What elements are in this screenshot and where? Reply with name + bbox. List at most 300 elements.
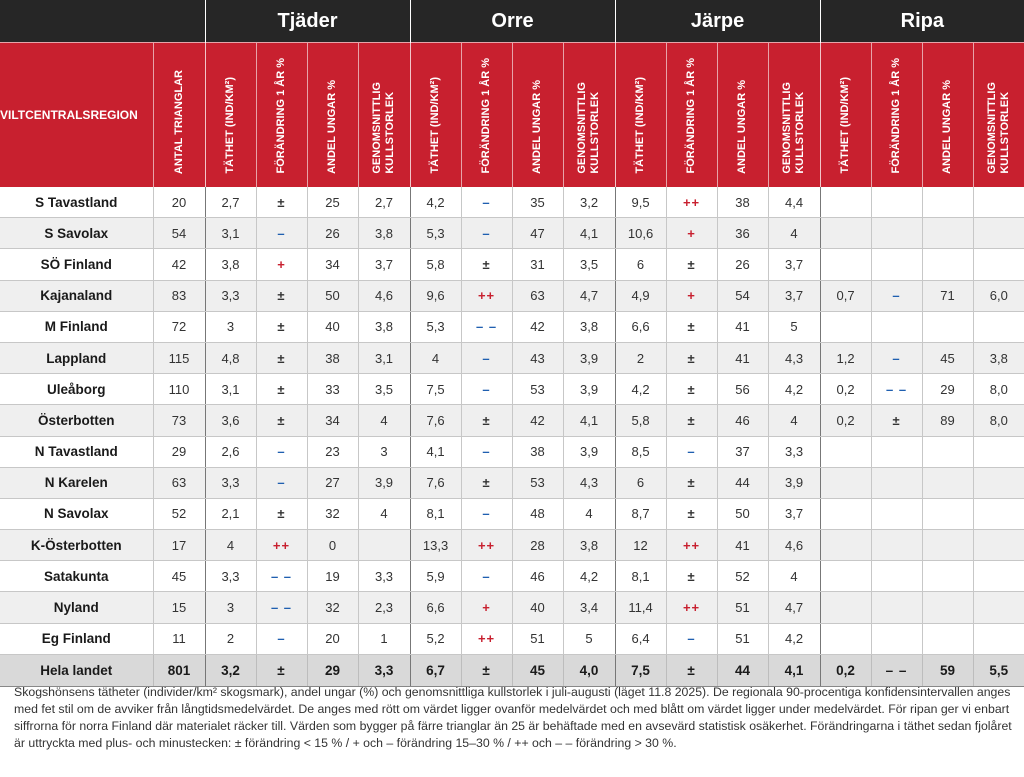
table-row (0, 467, 1024, 498)
table-cell (820, 467, 871, 498)
table-cell: 4 (358, 498, 410, 529)
table-cell: 801 (153, 654, 205, 686)
table-cell: – – (871, 374, 922, 405)
table-cell: + (461, 592, 512, 623)
table-cell: ± (256, 654, 307, 686)
table-cell: 5,3 (410, 311, 461, 342)
table-cell: 0 (307, 530, 358, 561)
table-cell: 110 (153, 374, 205, 405)
table-cell: ± (256, 405, 307, 436)
table-cell: 25 (307, 187, 358, 218)
table-cell: 34 (307, 405, 358, 436)
group-header-orre: Orre (410, 0, 615, 43)
table-cell: 43 (512, 342, 563, 373)
table-cell: 28 (512, 530, 563, 561)
table-cell: ++ (666, 187, 717, 218)
table-cell (820, 592, 871, 623)
table-row (0, 405, 1024, 436)
table-cell: 56 (717, 374, 768, 405)
table-row (0, 311, 1024, 342)
table-cell: + (256, 249, 307, 280)
region-name: N Savolax (0, 498, 153, 529)
column-header (358, 43, 410, 188)
column-header-label: ANDEL UNGAR % (326, 80, 338, 174)
table-cell: 44 (717, 654, 768, 686)
table-cell: 0,7 (820, 280, 871, 311)
table-cell: 3,8 (973, 342, 1024, 373)
table-row (0, 592, 1024, 623)
table-cell: 45 (153, 561, 205, 592)
table-cell: 31 (512, 249, 563, 280)
table-cell: 4,8 (205, 342, 256, 373)
table-cell: 3,7 (768, 249, 820, 280)
table-cell: 4,1 (768, 654, 820, 686)
table-cell: 3,3 (358, 561, 410, 592)
table-cell: – – (461, 311, 512, 342)
table-cell: ++ (461, 623, 512, 654)
table-cell: 3,8 (205, 249, 256, 280)
table-cell: 2 (615, 342, 666, 373)
region-name: Lappland (0, 342, 153, 373)
table-cell: 8,5 (615, 436, 666, 467)
table-cell: 3,7 (358, 249, 410, 280)
table-cell: 45 (922, 342, 973, 373)
table-cell: – (461, 498, 512, 529)
table-cell: 41 (717, 530, 768, 561)
table-cell (871, 592, 922, 623)
table-cell: – (461, 218, 512, 249)
table-cell (973, 561, 1024, 592)
table-cell: 10,6 (615, 218, 666, 249)
column-header-label: ANDEL UNGAR % (531, 80, 544, 174)
table-cell (973, 530, 1024, 561)
table-cell: 3,1 (205, 218, 256, 249)
table-cell: 63 (153, 467, 205, 498)
table-cell: 7,6 (410, 467, 461, 498)
table-cell: 20 (153, 187, 205, 218)
table-cell: 42 (153, 249, 205, 280)
table-cell: 29 (153, 436, 205, 467)
table-cell: ± (256, 342, 307, 373)
table-cell: ± (666, 405, 717, 436)
table-cell: 4,6 (768, 530, 820, 561)
column-header (512, 43, 563, 188)
region-name: S Savolax (0, 218, 153, 249)
table-cell: 50 (307, 280, 358, 311)
table-cell: + (666, 218, 717, 249)
table-cell (871, 623, 922, 654)
table-cell: 6,4 (615, 623, 666, 654)
table-cell (973, 311, 1024, 342)
table-cell (871, 218, 922, 249)
table-row (0, 623, 1024, 654)
table-cell: 4 (768, 561, 820, 592)
table-cell: 3 (205, 592, 256, 623)
table-cell (922, 623, 973, 654)
table-cell: ± (871, 405, 922, 436)
column-header-label: FÖRÄNDRING 1 ÅR % (275, 58, 287, 174)
column-header-label: ANTAL TRIANGLAR (172, 69, 185, 174)
table-cell: ± (666, 342, 717, 373)
table-cell: 51 (512, 623, 563, 654)
table-cell (820, 498, 871, 529)
table-cell: – (666, 623, 717, 654)
column-header (205, 43, 256, 188)
table-cell: 41 (717, 311, 768, 342)
table-cell: 4,1 (563, 218, 615, 249)
column-header (410, 43, 461, 188)
table-cell: 5,3 (410, 218, 461, 249)
table-cell: 4,2 (768, 623, 820, 654)
table-cell: 3,9 (768, 467, 820, 498)
table-cell: 0,2 (820, 374, 871, 405)
table-cell: – (461, 187, 512, 218)
table-cell: – (871, 342, 922, 373)
table-cell: 3,8 (358, 311, 410, 342)
table-cell: 2 (205, 623, 256, 654)
region-name: K-Österbotten (0, 530, 153, 561)
table-cell: 32 (307, 498, 358, 529)
table-cell: 4,0 (563, 654, 615, 686)
table-cell: 3,2 (205, 654, 256, 686)
table-cell: ++ (666, 592, 717, 623)
table-cell: 5,9 (410, 561, 461, 592)
table-cell: – – (256, 561, 307, 592)
table-cell: ++ (256, 530, 307, 561)
table-cell: 4 (768, 218, 820, 249)
table-cell: 4,7 (768, 592, 820, 623)
table-cell: 3,9 (563, 374, 615, 405)
table-cell: 4 (563, 498, 615, 529)
table-cell: 45 (512, 654, 563, 686)
table-cell: 3,9 (563, 436, 615, 467)
table-cell: 38 (717, 187, 768, 218)
region-name: M Finland (0, 311, 153, 342)
table-cell (922, 561, 973, 592)
table-cell: 5,5 (973, 654, 1024, 686)
table-row (0, 280, 1024, 311)
table-cell: ± (666, 561, 717, 592)
table-cell: 38 (512, 436, 563, 467)
table-cell: 53 (512, 374, 563, 405)
table-cell (973, 187, 1024, 218)
table-cell: 8,0 (973, 405, 1024, 436)
table-cell: 3,9 (563, 342, 615, 373)
table-cell: 17 (153, 530, 205, 561)
column-header-label: TÄTHET (IND/KM²) (634, 77, 647, 174)
table-cell: 7,6 (410, 405, 461, 436)
table-cell: 73 (153, 405, 205, 436)
table-cell (922, 436, 973, 467)
table-cell: 54 (717, 280, 768, 311)
region-name: Österbotten (0, 405, 153, 436)
table-cell: 3,7 (768, 280, 820, 311)
column-header (461, 43, 512, 188)
table-cell: 20 (307, 623, 358, 654)
table-cell: 51 (717, 623, 768, 654)
column-header-label: GENOMSNITTLIG KULLSTORLEK (985, 82, 1011, 174)
table-cell: 4,6 (358, 280, 410, 311)
column-header-label: GENOMSNITTLIG KULLSTORLEK (576, 82, 602, 174)
table-cell: 8,7 (615, 498, 666, 529)
region-name: N Tavastland (0, 436, 153, 467)
table-cell: 4,1 (410, 436, 461, 467)
table-cell: ± (256, 280, 307, 311)
table-cell: – (461, 561, 512, 592)
table-cell: 33 (307, 374, 358, 405)
table-cell (871, 498, 922, 529)
region-name: Nyland (0, 592, 153, 623)
table-cell: 2,3 (358, 592, 410, 623)
table-cell: – (256, 467, 307, 498)
table-cell: 4,3 (768, 342, 820, 373)
table-cell: 53 (512, 467, 563, 498)
table-cell: 4,4 (768, 187, 820, 218)
table-cell: ± (666, 249, 717, 280)
table-cell: 13,3 (410, 530, 461, 561)
table-cell: 2,1 (205, 498, 256, 529)
table-cell: 4,9 (615, 280, 666, 311)
table-row (0, 530, 1024, 561)
region-name: Uleåborg (0, 374, 153, 405)
column-header-label: GENOMSNITTLIG KULLSTORLEK (781, 82, 807, 174)
table-cell: 46 (512, 561, 563, 592)
column-header-label: FÖRÄNDRING 1 ÅR % (685, 58, 698, 174)
table-cell: 3 (205, 311, 256, 342)
table-cell: 42 (512, 311, 563, 342)
column-header (973, 43, 1024, 188)
table-cell: 3,5 (358, 374, 410, 405)
region-name: Hela landet (0, 654, 153, 686)
table-cell: 5 (563, 623, 615, 654)
table-cell: 4,2 (410, 187, 461, 218)
table-cell: ± (256, 187, 307, 218)
table-cell (871, 467, 922, 498)
table-cell: 7,5 (410, 374, 461, 405)
table-cell (973, 436, 1024, 467)
table-cell (871, 530, 922, 561)
table-cell: 8,1 (410, 498, 461, 529)
table-cell: 59 (922, 654, 973, 686)
table-cell: ± (666, 311, 717, 342)
table-cell: 3,8 (563, 311, 615, 342)
table-caption: Skogshönsens tätheter (individer/km² skogsmark), andel ungar (%) och genomsnittliga kullstorlek i juli-augusti (läget 11.8 2025). De regionala 90-procentiga konfidensintervallen anges med fet stil om de avviker från långtidsmedelvärdet. De anges med rött om värdet ligger ovanför medelvärdet och med blått om värdet ligger under medelvärdet. För ripan ger vi enbart siffrorna för norra Finland där materialet räcker till. Värden som bygger på färre trianglar än 25 är behäftade med en avsevärd statistisk osäkerhet. Förändringarna i täthet sedan fjolåret är uttryckta med plus- och minustecken: ± förändring < 15 % / + och – förändring 15–30 % / ++ och – – förändring > 30 %. (14, 685, 1012, 750)
table-cell: 6 (615, 467, 666, 498)
table-cell: 5,8 (410, 249, 461, 280)
column-header (922, 43, 973, 188)
table-row (0, 218, 1024, 249)
table-cell (922, 498, 973, 529)
total-row (0, 654, 1024, 686)
table-cell: 5,2 (410, 623, 461, 654)
table-cell: ± (461, 249, 512, 280)
table-cell: 3,4 (563, 592, 615, 623)
table-cell: 3,7 (768, 498, 820, 529)
table-cell: 115 (153, 342, 205, 373)
table-cell: ± (461, 405, 512, 436)
table-cell: 40 (307, 311, 358, 342)
table-cell: 11 (153, 623, 205, 654)
table-cell: – (256, 218, 307, 249)
column-header (768, 43, 820, 188)
table-cell: 29 (922, 374, 973, 405)
table-cell: 4,3 (563, 467, 615, 498)
table-cell: 32 (307, 592, 358, 623)
table-cell: 12 (615, 530, 666, 561)
table-cell (820, 311, 871, 342)
table-cell: 51 (717, 592, 768, 623)
table-cell: – (256, 623, 307, 654)
column-header-label: FÖRÄNDRING 1 ÅR % (480, 58, 493, 174)
table-cell: 48 (512, 498, 563, 529)
table-cell: + (666, 280, 717, 311)
region-name: SÖ Finland (0, 249, 153, 280)
table-cell: 1,2 (820, 342, 871, 373)
region-name: N Karelen (0, 467, 153, 498)
table-cell: 4,2 (768, 374, 820, 405)
table-cell: 27 (307, 467, 358, 498)
table-cell (871, 561, 922, 592)
group-header-jarpe: Järpe (615, 0, 820, 43)
column-header (307, 43, 358, 188)
column-header (153, 43, 205, 188)
table-cell: 5 (768, 311, 820, 342)
table-cell: 3 (358, 436, 410, 467)
table-cell: ++ (666, 530, 717, 561)
table-cell: 34 (307, 249, 358, 280)
table-cell: – – (871, 654, 922, 686)
table-cell: 2,7 (205, 187, 256, 218)
table-cell: ++ (461, 530, 512, 561)
column-header (820, 43, 871, 188)
table-cell: 4,2 (563, 561, 615, 592)
table-cell: ± (256, 374, 307, 405)
table-cell (871, 187, 922, 218)
column-header (615, 43, 666, 188)
table-cell (820, 187, 871, 218)
table-cell: 71 (922, 280, 973, 311)
table-cell: 23 (307, 436, 358, 467)
group-header-ripa: Ripa (820, 0, 1024, 43)
table-cell: 9,6 (410, 280, 461, 311)
table-cell: – (461, 436, 512, 467)
table-cell: 38 (307, 342, 358, 373)
column-header (256, 43, 307, 188)
table-row (0, 342, 1024, 373)
table-cell: 3,3 (358, 654, 410, 686)
table-cell: 2,7 (358, 187, 410, 218)
column-header-label: ANDEL UNGAR % (941, 80, 954, 174)
table-cell: 2,6 (205, 436, 256, 467)
table-cell: 3,2 (563, 187, 615, 218)
table-cell: 9,5 (615, 187, 666, 218)
table-row (0, 187, 1024, 218)
table-cell (973, 249, 1024, 280)
table-cell: 0,2 (820, 654, 871, 686)
table-cell: 52 (153, 498, 205, 529)
table-cell: 63 (512, 280, 563, 311)
table-cell: ± (256, 498, 307, 529)
table-cell (871, 311, 922, 342)
table-cell: 36 (717, 218, 768, 249)
column-header-label: ANDEL UNGAR % (736, 80, 749, 174)
table-cell: 4 (768, 405, 820, 436)
column-header-label: GENOMSNITTLIG KULLSTORLEK (371, 82, 397, 174)
table-cell: 52 (717, 561, 768, 592)
table-cell (820, 530, 871, 561)
table-cell: 3,6 (205, 405, 256, 436)
table-cell: 11,4 (615, 592, 666, 623)
table-cell: ± (666, 374, 717, 405)
table-row (0, 374, 1024, 405)
region-name: Kajanaland (0, 280, 153, 311)
table-cell: 4,7 (563, 280, 615, 311)
table-cell (358, 530, 410, 561)
column-header (666, 43, 717, 188)
table-cell: 46 (717, 405, 768, 436)
table-cell: 3,9 (358, 467, 410, 498)
table-cell: 47 (512, 218, 563, 249)
table-cell: 3,1 (358, 342, 410, 373)
table-cell (922, 187, 973, 218)
table-cell: 6,7 (410, 654, 461, 686)
table-cell (973, 592, 1024, 623)
column-header-label: TÄTHET (IND/KM²) (224, 77, 236, 174)
table-cell: 4,2 (615, 374, 666, 405)
table-cell (820, 249, 871, 280)
table-cell: 8,1 (615, 561, 666, 592)
table-cell: ± (461, 467, 512, 498)
table-cell: 3,1 (205, 374, 256, 405)
table-cell: 37 (717, 436, 768, 467)
table-cell: 41 (717, 342, 768, 373)
table-cell: 42 (512, 405, 563, 436)
table-cell (820, 436, 871, 467)
column-header-row (0, 43, 1024, 188)
table-cell: 3,3 (205, 467, 256, 498)
column-header (717, 43, 768, 188)
table-cell: 4 (358, 405, 410, 436)
table-cell: 50 (717, 498, 768, 529)
table-cell (973, 623, 1024, 654)
table-cell: – (256, 436, 307, 467)
table-cell: 3,8 (358, 218, 410, 249)
table-cell: – – (256, 592, 307, 623)
table-row (0, 561, 1024, 592)
table-cell: 4,1 (563, 405, 615, 436)
table-cell: – (666, 436, 717, 467)
table-cell: 5,8 (615, 405, 666, 436)
table-cell: 35 (512, 187, 563, 218)
table-cell: – (871, 280, 922, 311)
group-header-tjader: Tjäder (205, 0, 410, 43)
table-cell: 3,8 (563, 530, 615, 561)
table-cell: ± (666, 654, 717, 686)
column-header (871, 43, 922, 188)
group-header-row (0, 0, 1024, 43)
table-cell: 72 (153, 311, 205, 342)
table-cell: 26 (717, 249, 768, 280)
table-cell: 89 (922, 405, 973, 436)
table-cell (820, 218, 871, 249)
table-cell: – (461, 374, 512, 405)
table-cell: 3,3 (205, 280, 256, 311)
table-cell (922, 218, 973, 249)
table-cell: – (461, 342, 512, 373)
column-header (563, 43, 615, 188)
column-header-label: FÖRÄNDRING 1 ÅR % (890, 58, 903, 174)
table-body (0, 187, 1024, 686)
